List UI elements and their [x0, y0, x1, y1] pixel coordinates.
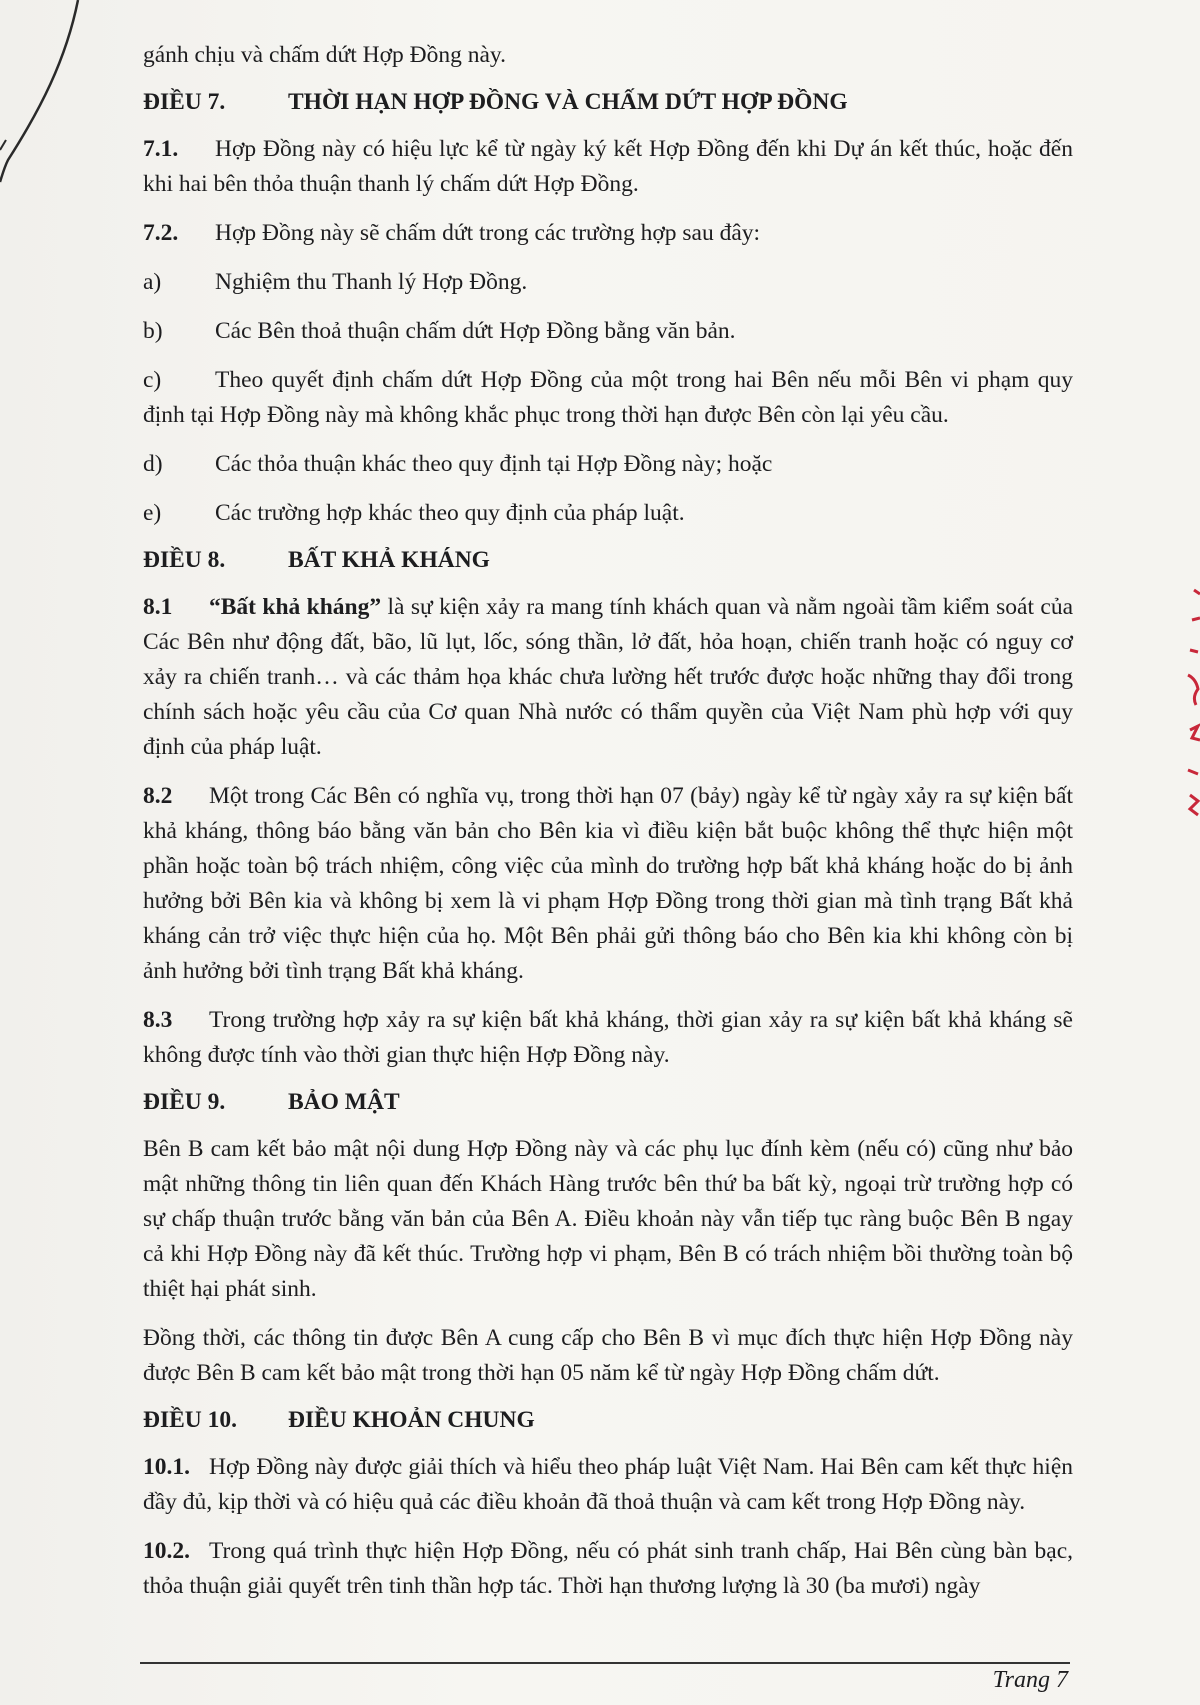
article-9-paragraph-2: Đồng thời, các thông tin được Bên A cung cấp cho Bên B vì mục đích thực hiện Hợp Đồng này được Bên B cam kết bảo mật trong thời hạn 05 năm kể từ ngày Hợp Đồng chấm dứt. [143, 1325, 1073, 1386]
clause-7-1 [143, 132, 1073, 202]
list-item-c [143, 363, 1073, 433]
clause-7-2 [143, 216, 1073, 251]
clause-10-2 [143, 1534, 1073, 1604]
clause-10-1-text: Hợp Đồng này được giải thích và hiểu theo pháp luật Việt Nam. Hai Bên cam kết thực hiện đầy đủ, kịp thời và có hiệu quả các điều khoản đã thoả thuận và cam kết trong Hợp Đồng này. [143, 1454, 1073, 1515]
clause-8-3 [143, 1003, 1073, 1073]
page-number: Trang 7 [992, 1667, 1068, 1693]
footer-divider [140, 1662, 1070, 1664]
article-9-title: BẢO MẬT [288, 1089, 400, 1115]
list-item-c-label: c) [143, 367, 162, 393]
clause-8-3-text: Trong trường hợp xảy ra sự kiện bất khả kháng, thời gian xảy ra sự kiện bất khả kháng sẽ không được tính vào thời gian thực hiện Hợp Đồng này. [143, 1007, 1073, 1068]
list-item-e [143, 496, 1073, 531]
list-item-b-text: Các Bên thoả thuận chấm dứt Hợp Đồng bằng văn bản. [215, 318, 736, 344]
article-10-number: ĐIỀU 10. [143, 1407, 238, 1433]
list-item-b-label: b) [143, 318, 163, 344]
intro-line: gánh chịu và chấm dứt Hợp Đồng này. [143, 42, 506, 68]
clause-7-2-text: Hợp Đồng này sẽ chấm dứt trong các trường hợp sau đây: [215, 220, 761, 246]
clause-10-2-text: Trong quá trình thực hiện Hợp Đồng, nếu có phát sinh tranh chấp, Hai Bên cùng bàn bạc, thỏa thuận giải quyết trên tinh thần hợp tác. Thời hạn thương lượng là 30 (ba mươi) ngày [143, 1538, 1073, 1599]
article-7-heading [143, 85, 1073, 120]
list-item-e-label: e) [143, 500, 162, 526]
article-8-title: BẤT KHẢ KHÁNG [288, 547, 490, 573]
list-item-a-label: a) [143, 269, 162, 295]
article-9-paragraph-1: Bên B cam kết bảo mật nội dung Hợp Đồng này và các phụ lục đính kèm (nếu có) cũng như bảo mật những thông tin liên quan đến Khách Hàng trước bên thứ ba bất kỳ, ngoại trừ trường hợp có sự chấp thuận trước bằng văn bản của Bên A. Điều khoản này vẫn tiếp tục ràng buộc Bên B ngay cả khi Hợp Đồng này đã kết thúc. Trường hợp vi phạm, Bên B có trách nhiệm bồi thường toàn bộ thiệt hại phát sinh. [143, 1136, 1073, 1302]
pen-stroke-mark [0, 0, 80, 230]
article-8-number: ĐIỀU 8. [143, 547, 226, 573]
clause-10-2-number: 10.2. [143, 1538, 190, 1564]
list-item-e-text: Các trường hợp khác theo quy định của pháp luật. [215, 500, 685, 526]
clause-8-2 [143, 779, 1073, 989]
article-9-number: ĐIỀU 9. [143, 1089, 226, 1115]
clause-7-1-text: Hợp Đồng này có hiệu lực kể từ ngày ký kết Hợp Đồng đến khi Dự án kết thúc, hoặc đến khi hai bên thỏa thuận thanh lý chấm dứt Hợp Đồng. [143, 136, 1073, 197]
clause-7-2-number: 7.2. [143, 220, 179, 246]
red-stamp-edge [1176, 580, 1200, 840]
list-item-d [143, 447, 1073, 482]
article-10-title: ĐIỀU KHOẢN CHUNG [288, 1407, 535, 1433]
list-item-a-text: Nghiệm thu Thanh lý Hợp Đồng. [215, 269, 528, 295]
article-9-heading [143, 1085, 1073, 1120]
clause-7-1-number: 7.1. [143, 136, 179, 162]
list-item-d-label: d) [143, 451, 163, 477]
list-item-d-text: Các thỏa thuận khác theo quy định tại Hợp Đồng này; hoặc [215, 451, 773, 477]
list-item-a [143, 265, 1073, 300]
clause-8-1-number: 8.1 [143, 594, 173, 620]
clause-10-1 [143, 1450, 1073, 1520]
article-8-heading [143, 543, 1073, 578]
clause-8-2-text: Một trong Các Bên có nghĩa vụ, trong thời hạn 07 (bảy) ngày kể từ ngày xảy ra sự kiện bất khả kháng, thông báo bằng văn bản cho Bên kia vì điều kiện bắt buộc không thể thực hiện một phần hoặc toàn bộ trách nhiệm, công việc của mình do trường hợp bất khả kháng hoặc do bị ảnh hưởng bởi Bên kia và không bị xem là vi phạm Hợp Đồng trong thời gian mà tình trạng Bất khả kháng cản trở việc thực hiện của họ. Một Bên phải gửi thông báo cho Bên kia khi không còn bị ảnh hưởng bởi tình trạng Bất khả kháng. [143, 783, 1073, 984]
clause-8-1-text: là sự kiện xảy ra mang tính khách quan và nằm ngoài tầm kiểm soát của Các Bên như động đất, bão, lũ lụt, lốc, sóng thần, lở đất, hỏa hoạn, chiến tranh hoặc có nguy cơ xảy ra chiến tranh… và các thảm họa khác chưa lường hết trước được hoặc những thay đổi trong chính sách hoặc yêu cầu của Cơ quan Nhà nước có thẩm quyền của Việt Nam phù hợp với quy định của pháp luật. [143, 594, 1073, 760]
article-10-heading [143, 1403, 1073, 1438]
clause-8-1-term: “Bất khả kháng” [209, 594, 382, 620]
clause-10-1-number: 10.1. [143, 1454, 190, 1480]
list-item-b [143, 314, 1073, 349]
clause-8-1 [143, 590, 1073, 765]
list-item-c-text: Theo quyết định chấm dứt Hợp Đồng của một trong hai Bên nếu mỗi Bên vi phạm quy định tại Hợp Đồng này mà không khắc phục trong thời hạn được Bên còn lại yêu cầu. [143, 367, 1073, 428]
article-7-number: ĐIỀU 7. [143, 89, 226, 115]
document-body [143, 38, 1073, 1604]
article-7-title: THỜI HẠN HỢP ĐỒNG VÀ CHẤM DỨT HỢP ĐỒNG [288, 89, 848, 115]
clause-8-2-number: 8.2 [143, 783, 173, 809]
clause-8-3-number: 8.3 [143, 1007, 173, 1033]
